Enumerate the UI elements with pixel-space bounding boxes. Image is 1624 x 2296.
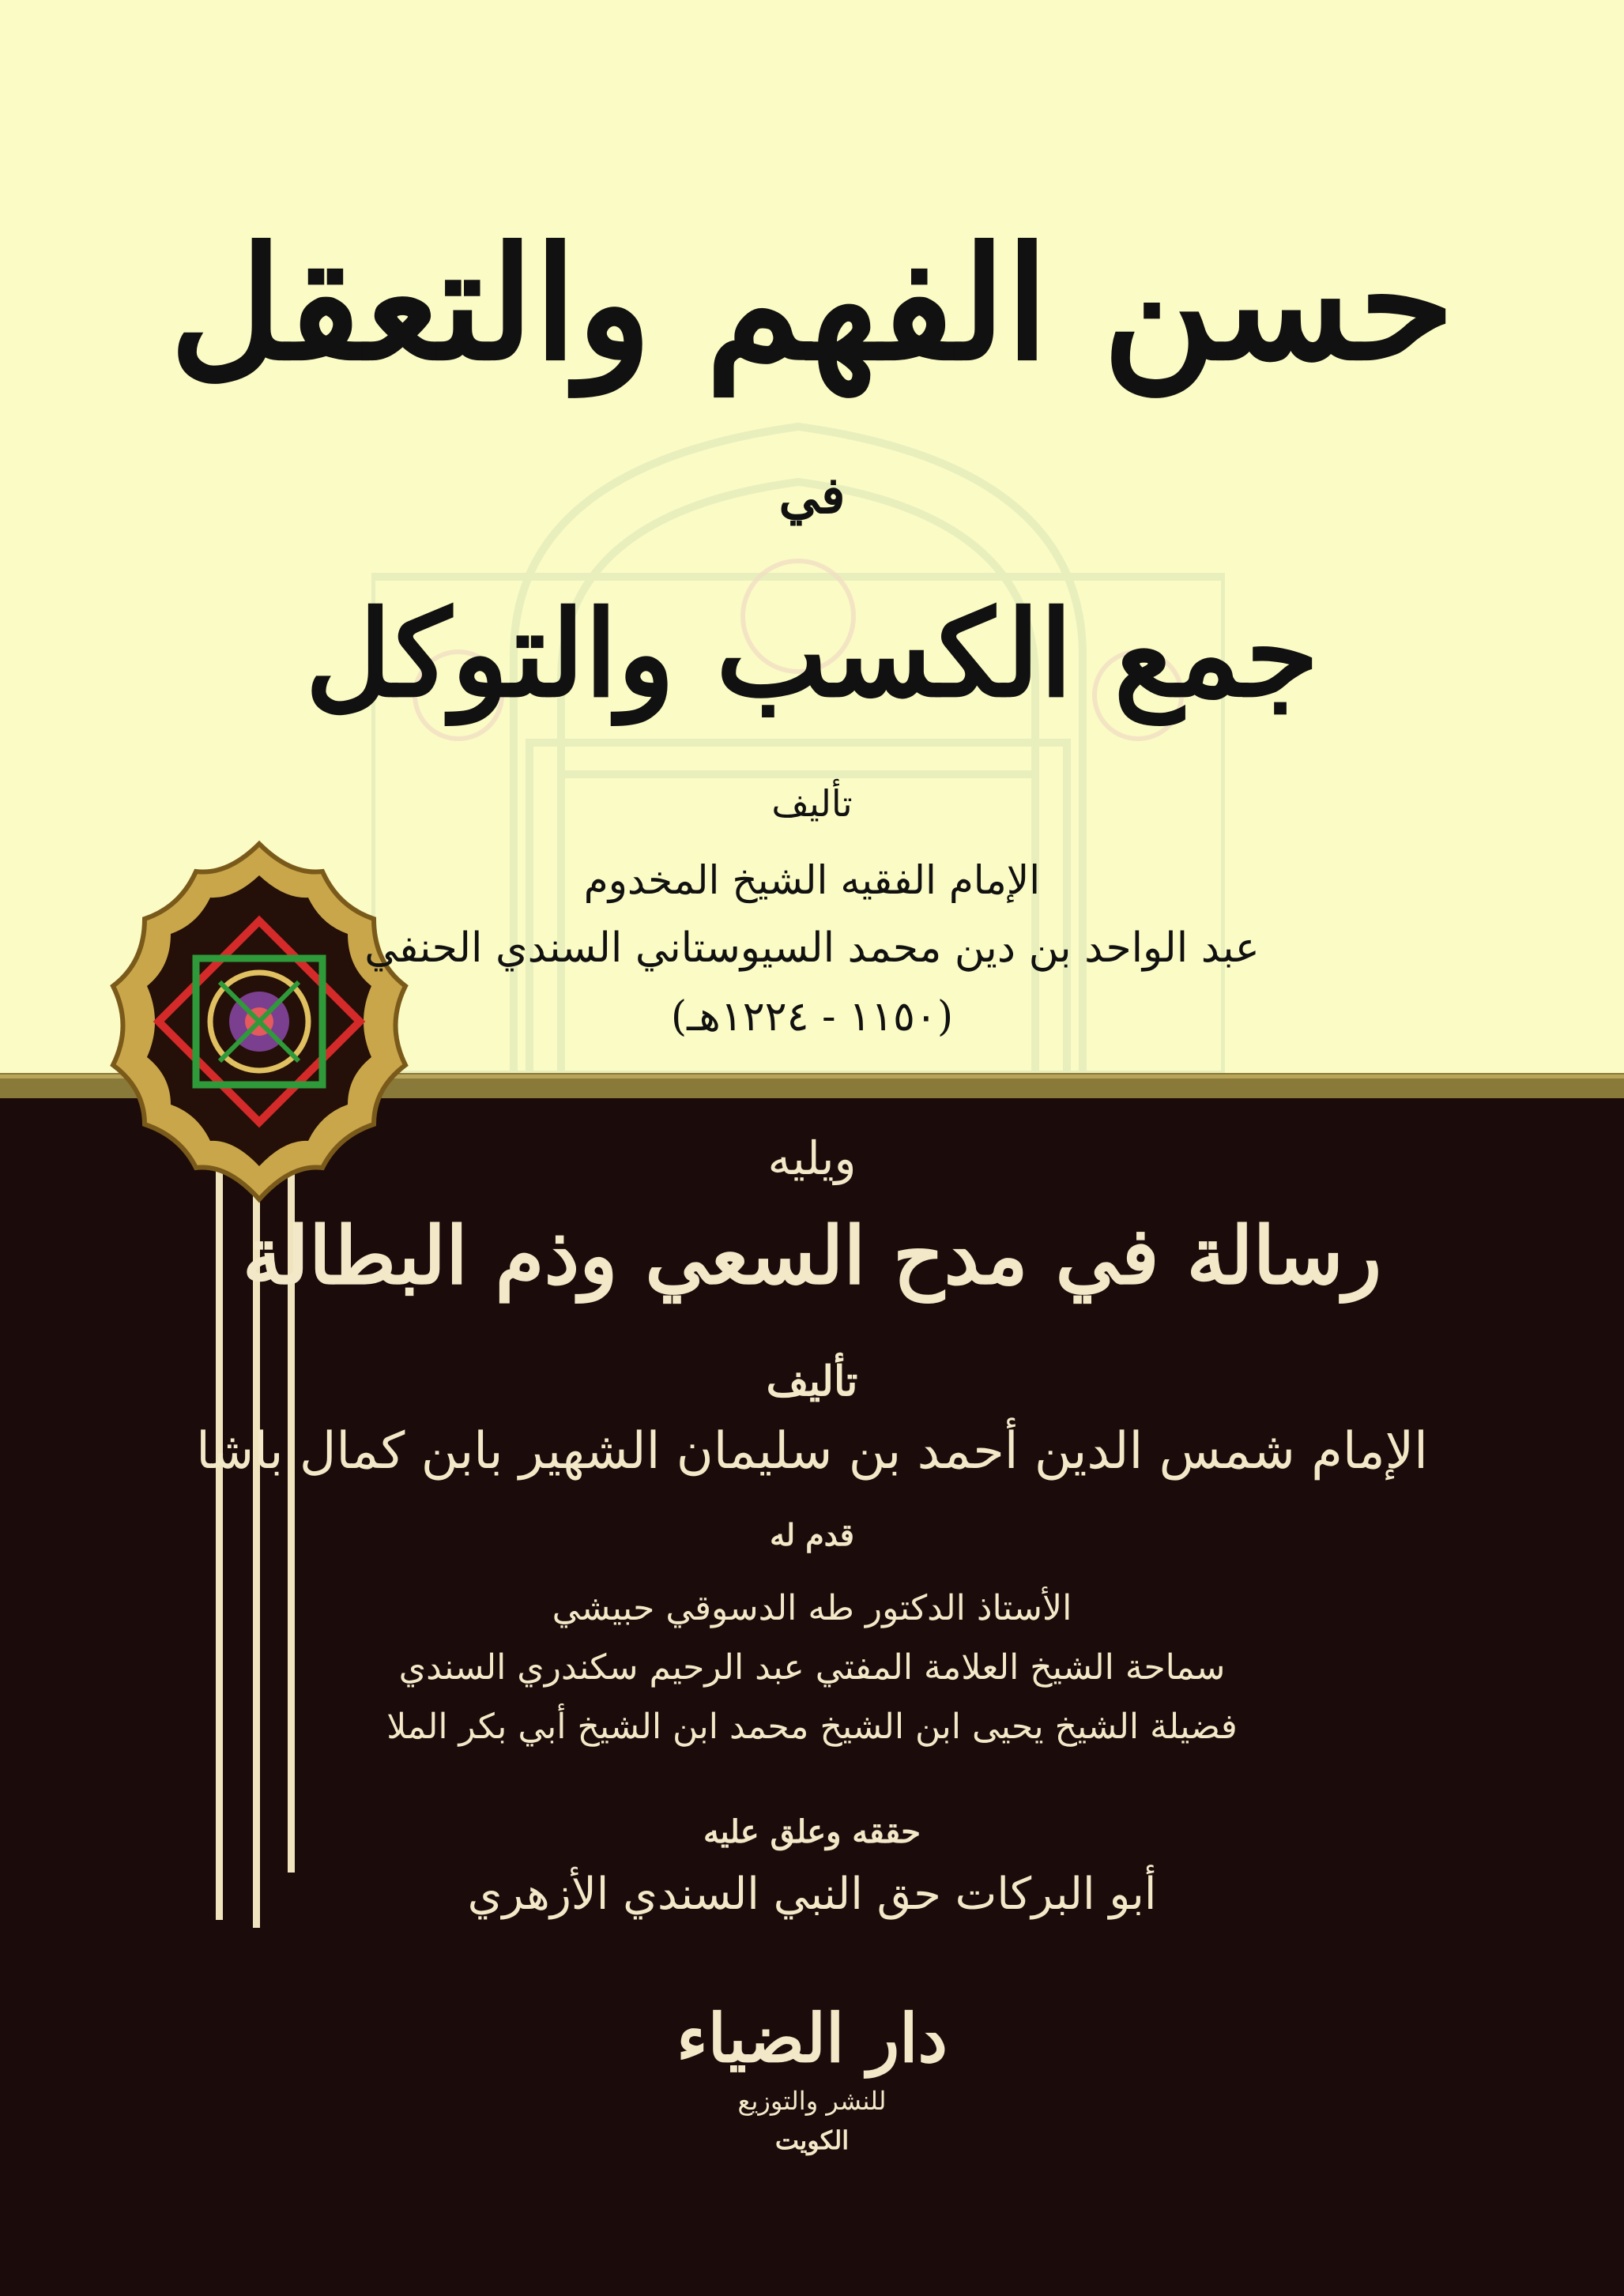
editor-label: حققه وعلق عليه	[703, 1813, 921, 1850]
title-connector: في	[778, 466, 846, 525]
byline-label: تأليف	[771, 782, 853, 825]
preface-name-1: الأستاذ الدكتور طه الدسوقي حبيشي	[552, 1588, 1072, 1628]
appendix-connector: ويليه	[767, 1131, 857, 1185]
appendix-byline-label: تأليف	[766, 1357, 858, 1406]
publisher-subtitle: للنشر والتوزيع	[737, 2086, 887, 2116]
preface-name-2: سماحة الشيخ العلامة المفتي عبد الرحيم سكندري السندي	[398, 1647, 1226, 1688]
appendix-author: الإمام شمس الدين أحمد بن سليمان الشهير بابن كمال باشا	[196, 1422, 1428, 1481]
author-name: عبد الواحد بن دين محمد السيوستاني السندي الحنفي	[364, 924, 1260, 972]
appendix-title: رسالة في مدح السعي وذم البطالة	[242, 1209, 1382, 1302]
publisher-name: دار الضياء	[676, 1999, 948, 2077]
preface-label: قدم له	[770, 1517, 854, 1553]
publisher-city: الكويت	[774, 2125, 850, 2155]
author-dates: (١١٥٠ - ١٢٢٤هـ)	[670, 993, 954, 1041]
editor-name: أبو البركات حق النبي السندي الأزهري	[467, 1869, 1157, 1920]
preface-name-3: فضيلة الشيخ يحيى ابن الشيخ محمد ابن الشيخ أبي بكر الملا	[386, 1707, 1238, 1747]
main-title-line2: جمع الكسب والتوكل	[305, 585, 1319, 724]
main-title-line1: حسن الفهم والتعقل	[169, 213, 1455, 395]
author-honorific: الإمام الفقيه الشيخ المخدوم	[583, 857, 1041, 903]
